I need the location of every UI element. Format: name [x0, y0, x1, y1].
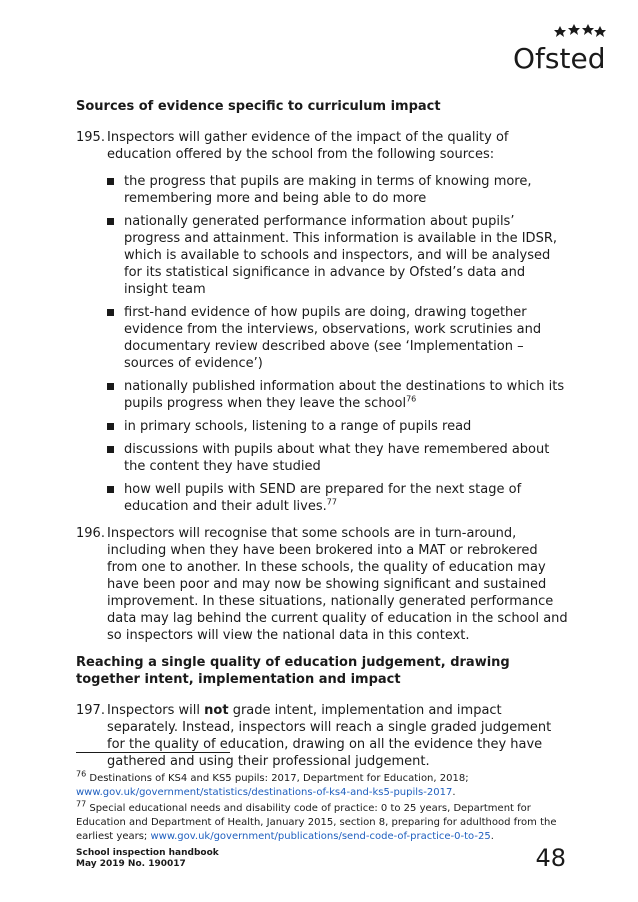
section-heading-single-judgement: Reaching a single quality of education judgement, drawing together intent, implementation and impact: [76, 655, 510, 687]
paragraph-text: Inspectors will gather evidence of the impact of the quality of education offered by the school from the following sources:: [107, 130, 509, 162]
paragraph-number: 197.: [76, 703, 105, 718]
footnote-76: $^{76}$ Destinations of KS4 and KS5 pupils: 2017, Department for Education, 2018; www.gov.uk/government/statistics/destinations-of-ks4-and-ks5-pupils-2017.: [76, 769, 469, 798]
list-item: nationally published information about the destinations to which its pupils progress when they leave the school$^{76}$: [107, 378, 568, 412]
bullet-square-icon: [107, 213, 124, 298]
list-item: how well pupils with SEND are prepared for the next stage of education and their adult lives.$^{77}$: [107, 481, 568, 515]
footnote-link-77[interactable]: www.gov.uk/government/publications/send-code-of-practice-0-to-25: [150, 831, 491, 842]
bullet-square-icon: [107, 304, 124, 372]
footnote-link-76[interactable]: www.gov.uk/government/statistics/destinations-of-ks4-and-ks5-pupils-2017: [76, 787, 453, 798]
paragraph-text: Inspectors will not grade intent, implementation and impact separately. Instead, inspectors will reach a single graded judgement for the quality of education, drawing on all the evidence they have gathered and using their professional judgement.: [107, 703, 552, 769]
page-number: 48: [535, 844, 566, 872]
list-item: first-hand evidence of how pupils are doing, drawing together evidence from the interviews, observations, work scrutinies and documentary review described above (see ‘Implementation – sources of evidence’): [107, 304, 568, 372]
footnote-ref-77[interactable]: 77: [326, 497, 337, 507]
list-item: discussions with pupils about what they have remembered about the content they have studied: [107, 441, 568, 475]
emphasis-not: not: [204, 703, 229, 718]
ofsted-logo-icon: [512, 22, 608, 74]
bullet-square-icon: [107, 418, 124, 435]
document-title: School inspection handbook: [76, 848, 219, 858]
document-reference: May 2019 No. 190017: [76, 859, 186, 869]
evidence-sources-list: [107, 173, 568, 515]
bullet-square-icon: [107, 173, 124, 207]
list-item: nationally generated performance information about pupils’ progress and attainment. This information is available in the IDSR, which is available to schools and inspectors, and will be analysed for its statistical significance in advance by Ofsted’s data and insight team: [107, 213, 568, 298]
list-item: in primary schools, listening to a range of pupils read: [107, 418, 568, 435]
paragraph-text: Inspectors will recognise that some schools are in turn-around, including when they have been brokered into a MAT or rebrokered from one to another. In these schools, the quality of education may have been poor and may now be showing significant and sustained improvement. In these situations, nationally generated performance data may lag behind the current quality of education in the school and so inspectors will view the national data in this context.: [107, 526, 568, 643]
bullet-square-icon: [107, 378, 124, 412]
main-content: [76, 98, 568, 780]
ofsted-logo: [512, 22, 608, 74]
page-footer: [76, 844, 566, 872]
paragraph-number: 196.: [76, 526, 105, 541]
paragraph-195: [76, 129, 568, 163]
footnote-divider: [76, 752, 230, 753]
paragraph-number: 195.: [76, 130, 105, 145]
paragraph-196: [76, 525, 568, 644]
paragraph-197: [76, 702, 568, 770]
footnote-77: $^{77}$ Special educational needs and disability code of practice: 0 to 25 years, Department for Education and Department of Health, January 2015, section 8, preparing for adulthood from the earliest years; www.gov.uk/government/publications/send-code-of-practice-0-to-25.: [76, 799, 557, 842]
footnotes: [76, 769, 566, 846]
bullet-square-icon: [107, 441, 124, 475]
section-heading-curriculum-impact: Sources of evidence specific to curriculum impact: [76, 99, 441, 114]
footnote-ref-76[interactable]: 76: [406, 394, 417, 404]
logo-text: Ofsted: [513, 42, 606, 74]
bullet-square-icon: [107, 481, 124, 515]
list-item: the progress that pupils are making in terms of knowing more, remembering more and being able to do more: [107, 173, 568, 207]
